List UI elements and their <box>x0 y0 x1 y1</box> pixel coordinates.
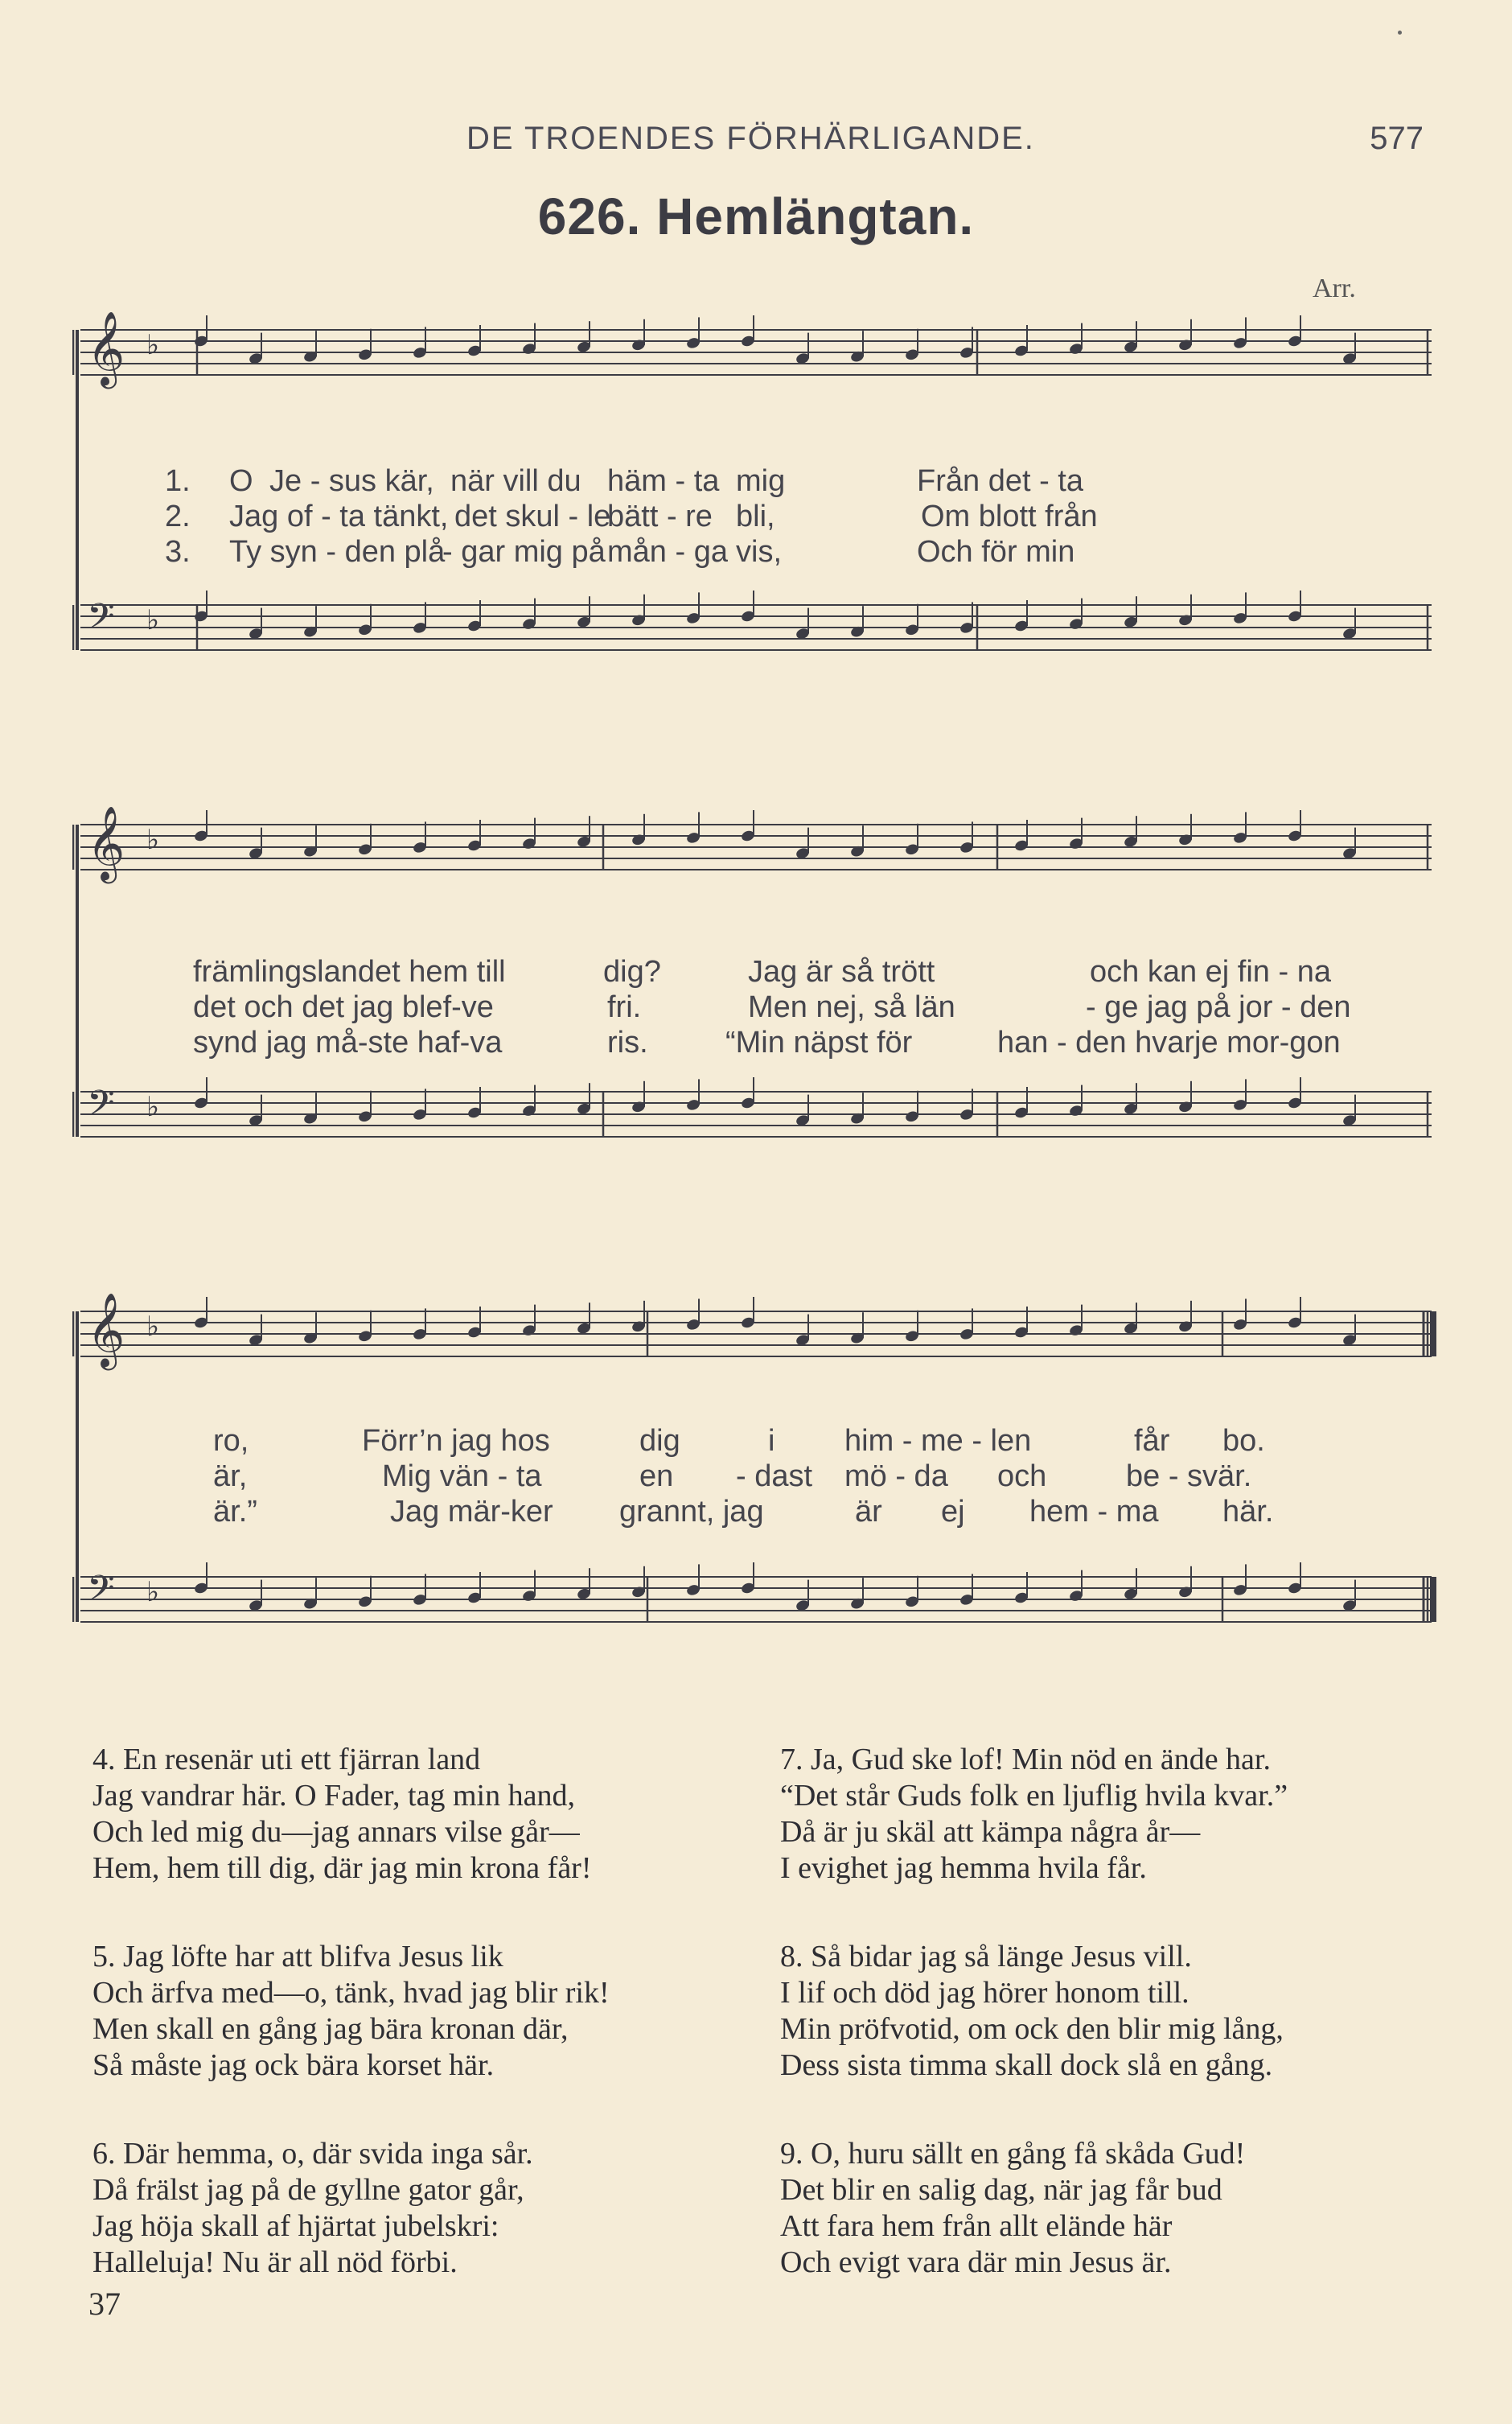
stanza-line: Jag höja skall af hjärtat jubelskri: <box>92 2209 499 2243</box>
stanza-line: Och ärfva med—o, tänk, hvad jag blir rik! <box>92 1976 610 2010</box>
running-head: DE TROENDES FÖRHÄRLIGANDE. <box>466 121 1035 156</box>
flat-icon: ♭ <box>146 1576 160 1608</box>
arranger-credit: Arr. <box>1313 274 1356 303</box>
stanza-line: 6. Där hemma, o, där svida inga sår. <box>92 2137 533 2171</box>
stanza-line: Då frälst jag på de gyllne gator går, <box>92 2173 524 2207</box>
lyric-syllables: ej <box>941 1495 965 1529</box>
lyric-syllables: O <box>229 464 253 498</box>
lyric-syllables: “Min näpst för <box>725 1026 913 1060</box>
lyric-syllables: bätt - re <box>607 500 713 533</box>
lyric-syllables: hem - ma <box>1029 1495 1159 1529</box>
music-system-2 <box>72 805 1440 1207</box>
lyric-syllables: Jag är så trött <box>748 955 935 989</box>
stanza-line: Och evigt vara där min Jesus är. <box>780 2245 1172 2279</box>
stanza-line: Att fara hem från allt elände här <box>780 2209 1173 2243</box>
lyric-line-1 <box>72 464 1440 500</box>
stanza-line: Då är ju skäl att kämpa några år— <box>780 1815 1201 1849</box>
lyric-syllables: - dast <box>736 1459 813 1493</box>
stanza-line: 7. Ja, Gud ske lof! Min nöd en ände har. <box>780 1743 1271 1776</box>
lyric-syllables: vis, <box>736 535 782 569</box>
lyric-syllables: Jag of - ta tänkt, <box>229 500 449 533</box>
stanza-line: 9. O, huru sällt en gång få skåda Gud! <box>780 2137 1246 2171</box>
flat-icon: ♭ <box>146 1091 160 1123</box>
lyric-line-3 <box>72 535 1440 570</box>
stanza-line: Men skall en gång jag bära kronan där, <box>92 2012 569 2046</box>
lyric-line-3 <box>72 1495 1440 1530</box>
lyric-syllables: Och för min <box>917 535 1075 569</box>
stanza-line: Jag vandrar här. O Fader, tag min hand, <box>92 1779 575 1813</box>
stanza-line: I evighet jag hemma hvila får. <box>780 1851 1147 1885</box>
lyric-syllables: är.” <box>213 1495 257 1529</box>
lyric-syllables: främlingslandet hem till <box>193 955 506 989</box>
lyric-syllables: Om blott från <box>921 500 1098 533</box>
lyric-syllables: bo. <box>1222 1424 1265 1458</box>
lyric-syllables: och kan ej fin - na <box>1090 955 1331 989</box>
lyric-syllables: bli, <box>736 500 775 533</box>
lyric-syllables: här. <box>1222 1495 1274 1529</box>
lyric-syllables: Jag mär-ker <box>390 1495 553 1529</box>
lyric-syllables: mö - da <box>844 1459 948 1493</box>
lyric-syllables: mig <box>736 464 786 498</box>
lyric-syllables: får <box>1134 1424 1170 1458</box>
lyric-syllables: en <box>639 1459 674 1493</box>
lyric-syllables: dig? <box>603 955 661 989</box>
flat-icon: ♭ <box>146 604 160 636</box>
stanza-line: Så måste jag ock bära korset här. <box>92 2048 495 2082</box>
stanza-line: Dess sista timma skall dock slå en gång. <box>780 2048 1273 2082</box>
music-system-3 <box>72 1287 1440 1689</box>
lyric-syllables: fri. <box>607 990 642 1024</box>
lyric-line-1 <box>72 1424 1440 1459</box>
lyric-line-2 <box>72 990 1440 1026</box>
stanza-line: I lif och död jag hörer honom till. <box>780 1976 1189 2010</box>
lyric-syllables: ris. <box>607 1026 648 1060</box>
lyric-syllables: i <box>768 1424 775 1458</box>
lyric-syllables: him - me - len <box>844 1424 1032 1458</box>
stanza-line: Hem, hem till dig, där jag min krona får! <box>92 1851 592 1885</box>
flat-icon: ♭ <box>146 824 160 856</box>
lyric-syllables: Från det - ta <box>917 464 1083 498</box>
lyric-syllables: ro, <box>213 1424 249 1458</box>
treble-clef-icon: 𝄞 <box>87 1292 125 1367</box>
page-number: 577 <box>1370 121 1424 156</box>
lyric-syllables: Je - sus kär, <box>269 464 434 498</box>
stanza-line: 5. Jag löfte har att blifva Jesus lik <box>92 1940 503 1973</box>
lyric-syllables: Men nej, så län <box>748 990 955 1024</box>
lyric-syllables: det och det jag blef-ve <box>193 990 494 1024</box>
lyric-syllables: 3. <box>165 535 191 569</box>
lyric-syllables: 2. <box>165 500 191 533</box>
lyric-syllables: be - svär. <box>1126 1459 1252 1493</box>
page-speck <box>1398 31 1402 35</box>
lyric-syllables: är, <box>213 1459 248 1493</box>
flat-icon: ♭ <box>146 329 160 361</box>
stanza-line: Och led mig du—jag annars vilse går— <box>92 1815 580 1849</box>
treble-clef-icon: 𝄞 <box>87 311 125 385</box>
bass-clef-icon: 𝄢 <box>87 595 115 646</box>
lyric-syllables: och <box>997 1459 1047 1493</box>
lyric-syllables: han - den hvarje mor-gon <box>997 1026 1341 1060</box>
lyric-syllables: är <box>855 1495 882 1529</box>
lyric-syllables: Förr’n jag hos <box>362 1424 550 1458</box>
stanza-9 <box>780 2136 1440 2281</box>
lyric-syllables: synd jag må-ste haf-va <box>193 1026 503 1060</box>
lyric-syllables: grannt, jag <box>619 1495 764 1529</box>
stanza-8 <box>780 1939 1440 2084</box>
lyric-syllables: Ty syn - den plå <box>229 535 446 569</box>
lyric-syllables: dig <box>639 1424 680 1458</box>
stanza-line: Halleluja! Nu är all nöd förbi. <box>92 2245 458 2279</box>
lyric-syllables: mån - ga <box>607 535 728 569</box>
stanza-4 <box>92 1742 752 1887</box>
stanza-line: 4. En resenär uti ett fjärran land <box>92 1743 481 1776</box>
treble-clef-icon: 𝄞 <box>87 805 125 880</box>
page-signature: 37 <box>88 2286 121 2322</box>
lyric-line-3 <box>72 1026 1440 1061</box>
music-system-1 <box>72 306 1440 724</box>
lyric-syllables: det skul - le <box>454 500 611 533</box>
stanza-7 <box>780 1742 1440 1887</box>
lyric-syllables: - gar mig på <box>442 535 606 569</box>
stanza-line: Det blir en salig dag, när jag får bud <box>780 2173 1222 2207</box>
bass-clef-icon: 𝄢 <box>87 1082 115 1133</box>
stanza-5 <box>92 1939 752 2084</box>
lyric-line-2 <box>72 500 1440 535</box>
stanza-line: Min pröfvotid, om ock den blir mig lång, <box>780 2012 1284 2046</box>
stanza-line: “Det står Guds folk en ljuflig hvila kvar.” <box>780 1779 1288 1813</box>
lyric-syllables: Mig vän - ta <box>382 1459 542 1493</box>
bass-clef-icon: 𝄢 <box>87 1567 115 1618</box>
hymn-title: 626. Hemlängtan. <box>537 187 975 245</box>
page-header <box>0 121 1512 161</box>
lyric-syllables: när vill du <box>450 464 581 498</box>
flat-icon: ♭ <box>146 1311 160 1343</box>
lyric-line-1 <box>72 955 1440 990</box>
stanza-6 <box>92 2136 752 2281</box>
lyric-line-2 <box>72 1459 1440 1495</box>
lyric-syllables: 1. <box>165 464 191 498</box>
lyric-syllables: häm - ta <box>607 464 720 498</box>
stanza-line: 8. Så bidar jag så länge Jesus vill. <box>780 1940 1192 1973</box>
lyric-syllables: - ge jag på jor - den <box>1086 990 1351 1024</box>
